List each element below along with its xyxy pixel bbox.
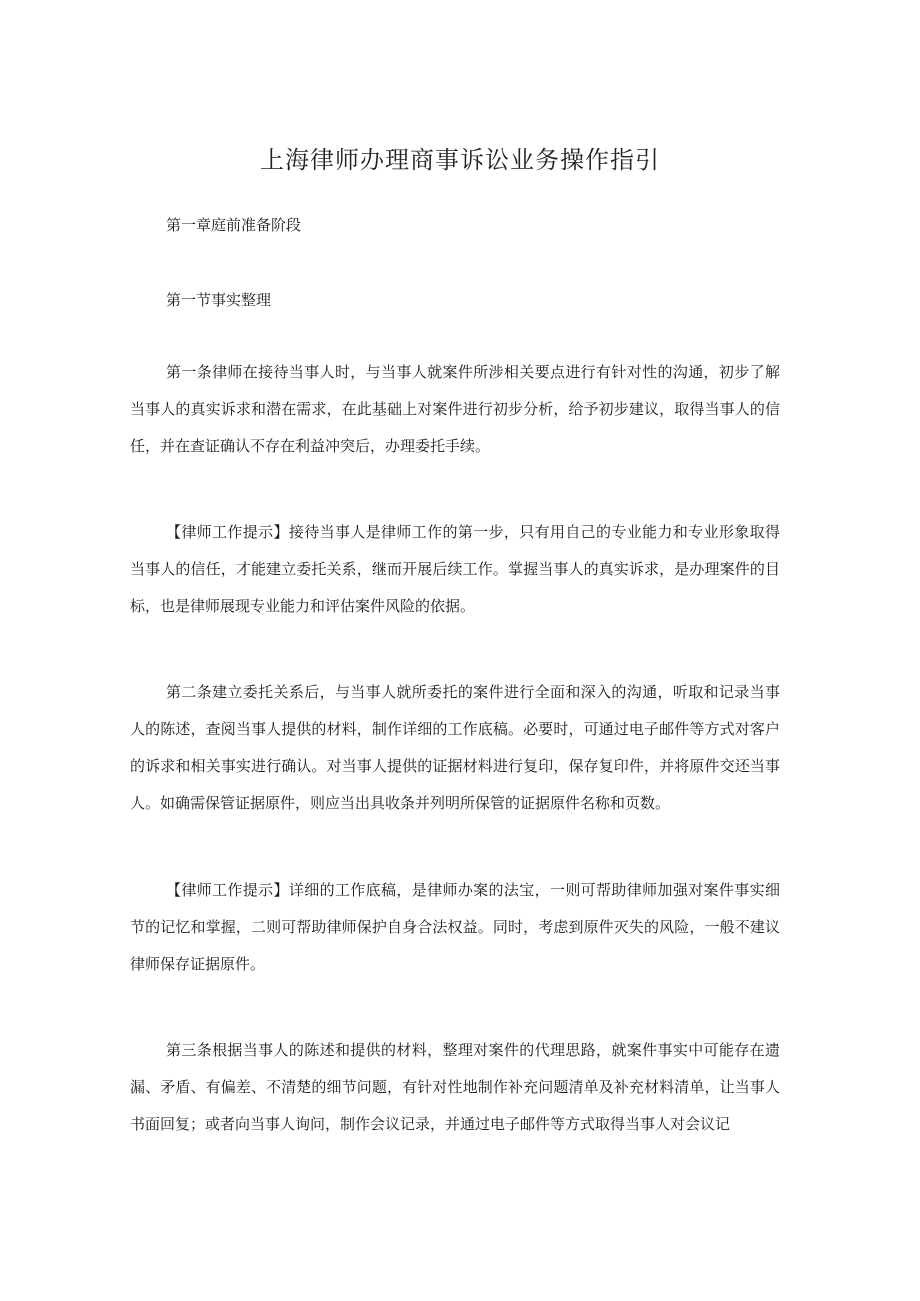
article-2-paragraph: 第二条建立委托关系后，与当事人就所委托的案件进行全面和深入的沟通，听取和记录当事人的陈述，查阅当事人提供的材料，制作详细的工作底稿。必要时，可通过电子邮件等方式对客户的诉求和相关事实进行确认。对当事人提供的证据材料进行复印，保存复印件，并将原件交还当事人。如确需保管证据原件，则应当出具收条并列明所保管的证据原件名称和页数。 [130, 683, 780, 812]
lawyer-tip-paragraph-1: 【律师工作提示】接待当事人是律师工作的第一步，只有用自己的专业能力和专业形象取得当事人的信任，才能建立委托关系，继而开展后续工作。掌握当事人的真实诉求，是办理案件的目标，也是律师展现专业能力和评估案件风险的依据。 [130, 523, 780, 615]
document-title: 上海律师办理商事诉讼业务操作指引 [260, 146, 660, 174]
lawyer-tip-paragraph-2: 【律师工作提示】详细的工作底稿，是律师办案的法宝，一则可帮助律师加强对案件事实细节的记忆和掌握，二则可帮助律师保护自身合法权益。同时，考虑到原件灭失的风险，一般不建议律师保存证据原件。 [130, 881, 780, 973]
article-3-paragraph: 第三条根据当事人的陈述和提供的材料，整理对案件的代理思路，就案件事实中可能存在遗漏、矛盾、有偏差、不清楚的细节问题，有针对性地制作补充问题清单及补充材料清单，让当事人书面回复；或者向当事人询问，制作会议记录，并通过电子邮件等方式取得当事人对会议记 [130, 1041, 780, 1133]
section-heading: 第一节事实整理 [166, 291, 272, 309]
chapter-heading: 第一章庭前准备阶段 [166, 216, 302, 234]
article-1-paragraph: 第一条律师在接待当事人时，与当事人就案件所涉相关要点进行有针对性的沟通，初步了解当事人的真实诉求和潜在需求，在此基础上对案件进行初步分析，给予初步建议，取得当事人的信任，并在查证确认不存在利益冲突后，办理委托手续。 [130, 363, 780, 455]
